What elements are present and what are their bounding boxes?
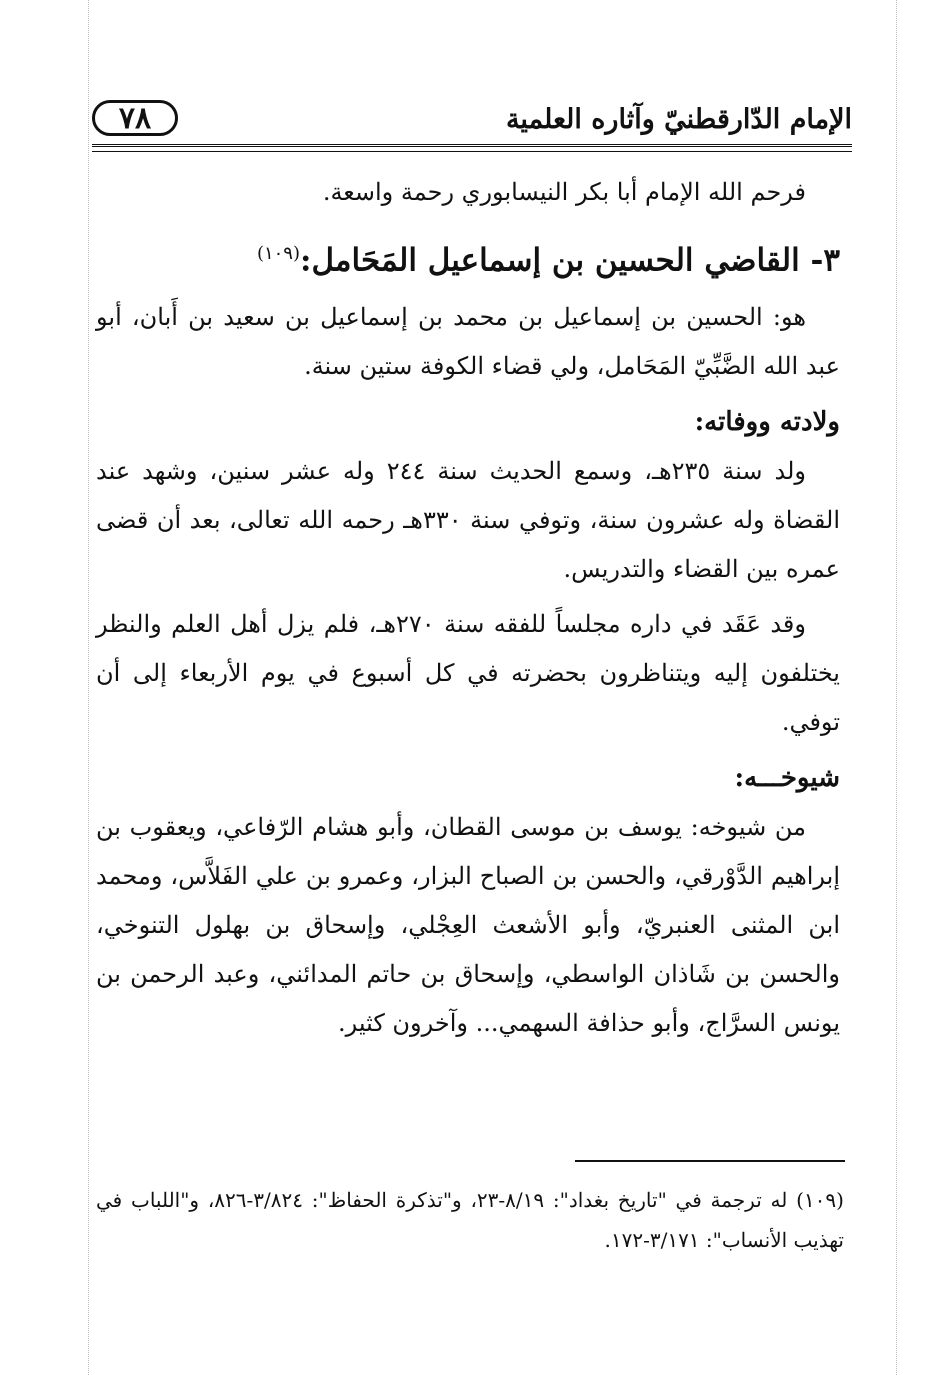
scan-edge-left bbox=[88, 0, 89, 1375]
footnote-rule bbox=[575, 1160, 845, 1162]
page-header bbox=[92, 92, 852, 152]
footnotes bbox=[96, 1180, 844, 1260]
section-title: ٣- القاضي الحسين بن إسماعيل المَحَامل: bbox=[300, 242, 840, 279]
birth-death-paragraph-1: ولد سنة ٢٣٥هـ، وسمع الحديث سنة ٢٤٤ وله عشر سنين، وشهد عند القضاة وله عشرون سنة، وتوفي سنة ٣٣٠هـ رحمه الله تعالى، بعد أن قضى عمره بين القضاء والتدريس. bbox=[96, 457, 840, 584]
section-heading bbox=[96, 221, 840, 293]
header-rule bbox=[92, 144, 852, 152]
birth-death-heading: ولادته ووفاته: bbox=[694, 407, 840, 438]
identity-paragraph: هو: الحسين بن إسماعيل بن محمد بن إسماعيل بن سعيد بن أَبان، أبو عبد الله الضَّبِّيّ المَحَامل، ولي قضاء الكوفة ستين سنة. bbox=[96, 303, 840, 381]
scan-edge-right bbox=[896, 0, 897, 1375]
page-number: ٧٨ bbox=[92, 100, 178, 136]
footnote-reference: (١٠٩) bbox=[256, 243, 301, 264]
intro-line: فرحم الله الإمام أبا بكر النيسابوري رحمة واسعة. bbox=[322, 178, 806, 206]
teachers-paragraph: من شيوخه: يوسف بن موسى القطان، وأبو هشام الرّفاعي، ويعقوب بن إبراهيم الدَّوْرقي، والحسن بن الصباح البزار، وعمرو بن علي الفَلاَّس، ومحمد ابن المثنى العنبريّ، وأبو الأشعث العِجْلي، وإسحاق بن بهلول التنوخي، والحسن بن شَاذان الواسطي، وإسحاق بن حاتم المدائني، وعبد الرحمن بن يونس السرَّاج، وأبو حذافة السهمي... وآخرون كثير. bbox=[96, 813, 840, 1038]
birth-death-paragraph-2: وقد عَقَد في داره مجلساً للفقه سنة ٢٧٠هـ، فلم يزل أهل العلم والنظر يختلفون إليه ويتناظرون بحضرته في كل أسبوع في يوم الأربعاء إلى أن توفي. bbox=[96, 610, 840, 737]
teachers-heading: شيوخـــه: bbox=[734, 763, 840, 794]
page-body bbox=[96, 168, 840, 1048]
footnote-109: (١٠٩) له ترجمة في "تاريخ بغداد": ٨/١٩-٢٣، و"تذكرة الحفاظ": ٣/٨٢٤-٨٢٦، و"اللباب في تهذيب الأنساب": ٣/١٧١-١٧٢. bbox=[96, 1188, 844, 1252]
running-title: الإمام الدّارقطنيّ وآثاره العلمية bbox=[505, 104, 852, 135]
